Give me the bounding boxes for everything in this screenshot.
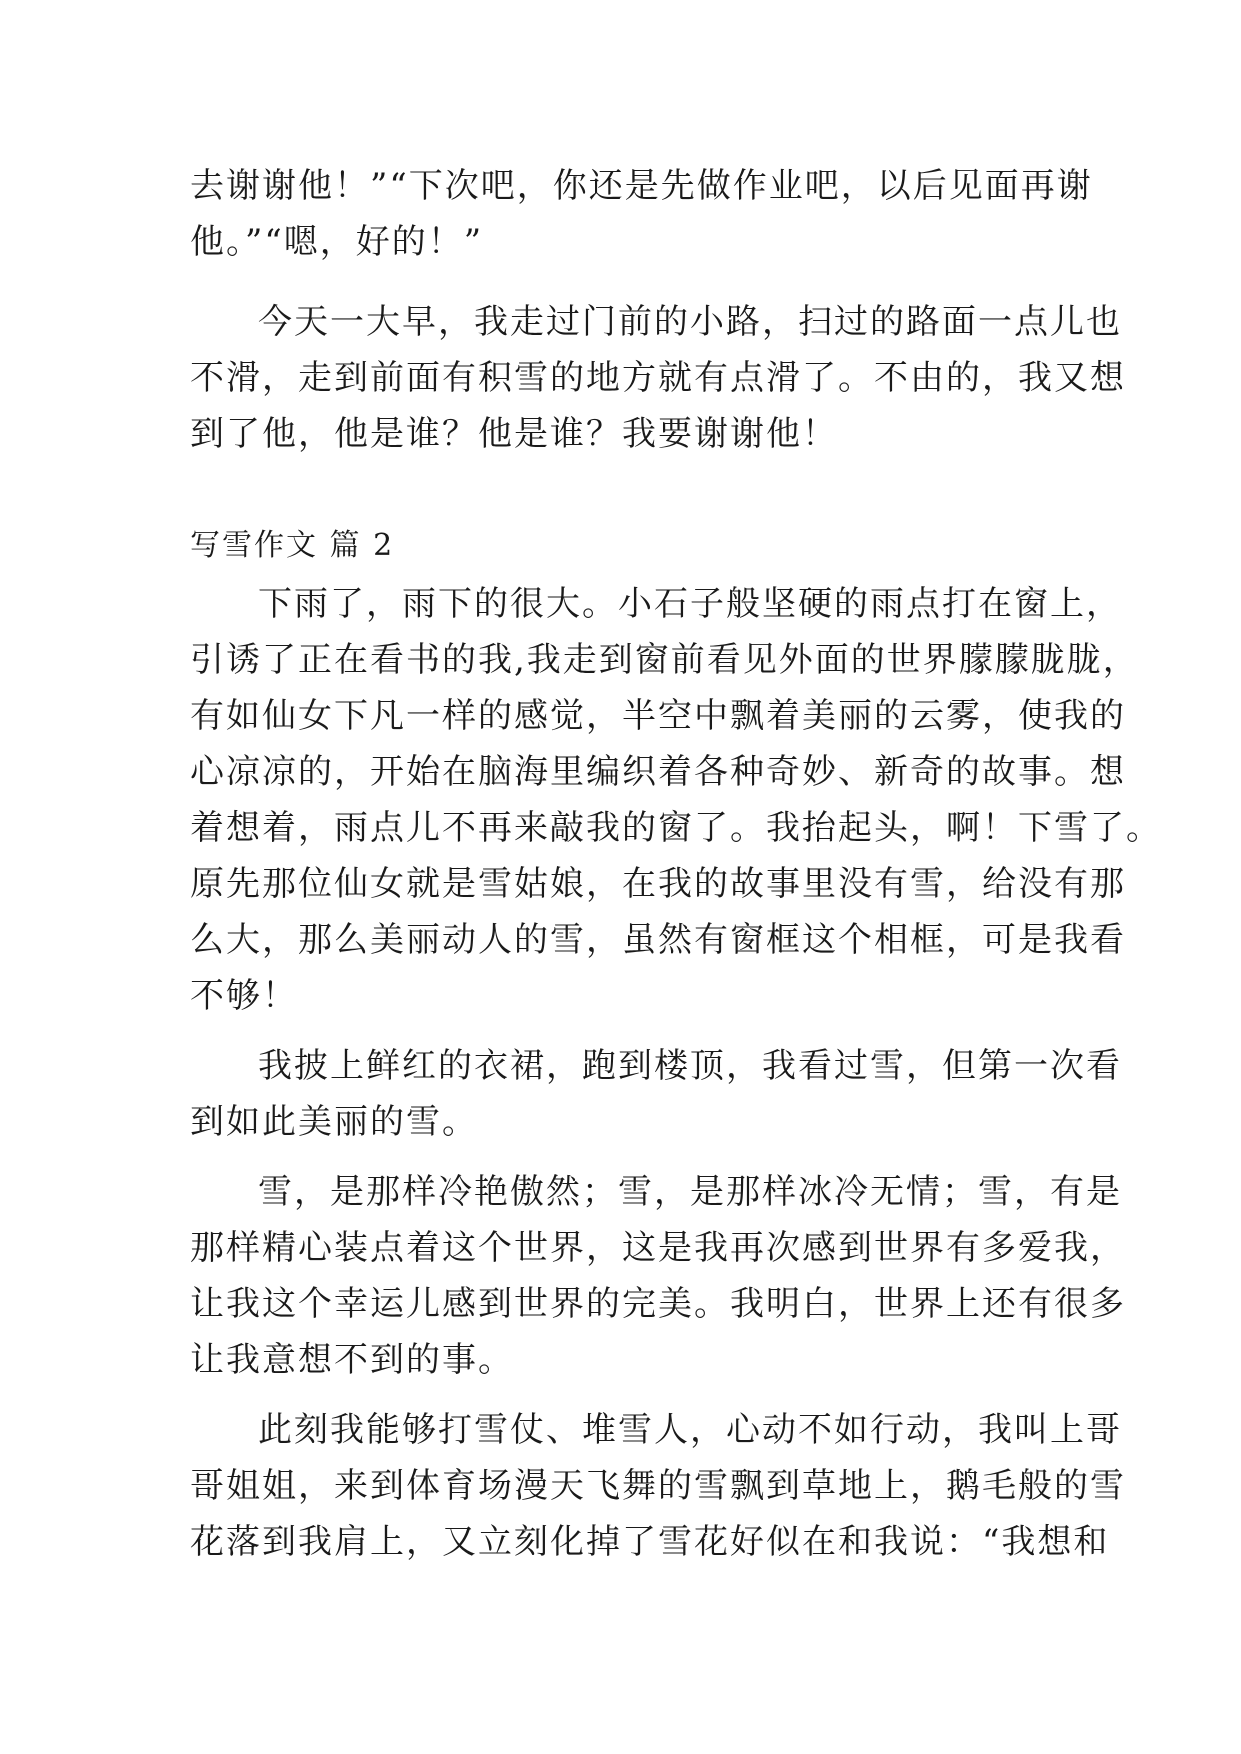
text-line: 心凉凉的，开始在脑海里编织着各种奇妙、新奇的故事。想 xyxy=(190,752,1126,792)
text-line: 他。”“嗯，好的！” xyxy=(190,222,484,262)
section-heading: 写雪作文 篇 2 xyxy=(190,528,395,563)
text-line: 花落到我肩上，又立刻化掉了雪花好似在和我说：“我想和 xyxy=(190,1522,1110,1562)
text-line: 去谢谢他！”“下次吧，你还是先做作业吧，以后见面再谢 xyxy=(190,166,1093,206)
text-line: 让我这个幸运儿感到世界的完美。我明白，世界上还有很多 xyxy=(190,1284,1126,1324)
text-line: 哥姐姐，来到体育场漫天飞舞的雪飘到草地上，鹅毛般的雪 xyxy=(190,1466,1126,1506)
text-line: 那样精心装点着这个世界，这是我再次感到世界有多爱我， xyxy=(190,1228,1126,1268)
text-line: 让我意想不到的事。 xyxy=(190,1340,514,1380)
paragraph-first-line: 下雨了，雨下的很大。小石子般坚硬的雨点打在窗上， xyxy=(258,584,1122,624)
paragraph-first-line: 我披上鲜红的衣裙，跑到楼顶，我看过雪，但第一次看 xyxy=(258,1046,1122,1086)
paragraph-first-line: 此刻我能够打雪仗、堆雪人，心动不如行动，我叫上哥 xyxy=(258,1410,1122,1450)
text-line: 原先那位仙女就是雪姑娘，在我的故事里没有雪，给没有那 xyxy=(190,864,1126,904)
paragraph-first-line: 雪，是那样冷艳傲然；雪，是那样冰冷无情；雪，有是 xyxy=(258,1172,1122,1212)
text-line: 到如此美丽的雪。 xyxy=(190,1102,478,1142)
text-line: 不够！ xyxy=(190,976,298,1016)
text-line: 着想着，雨点儿不再来敲我的窗了。我抬起头，啊！下雪了。 xyxy=(190,808,1162,848)
text-line: 到了他，他是谁？他是谁？我要谢谢他！ xyxy=(190,414,838,454)
paragraph-first-line: 今天一大早，我走过门前的小路，扫过的路面一点儿也 xyxy=(258,302,1122,342)
text-line: 有如仙女下凡一样的感觉，半空中飘着美丽的云雾，使我的 xyxy=(190,696,1126,736)
text-line: 引诱了正在看书的我,我走到窗前看见外面的世界朦朦胧胧， xyxy=(190,640,1139,680)
text-line: 么大，那么美丽动人的雪，虽然有窗框这个相框，可是我看 xyxy=(190,920,1126,960)
text-line: 不滑，走到前面有积雪的地方就有点滑了。不由的，我又想 xyxy=(190,358,1126,398)
